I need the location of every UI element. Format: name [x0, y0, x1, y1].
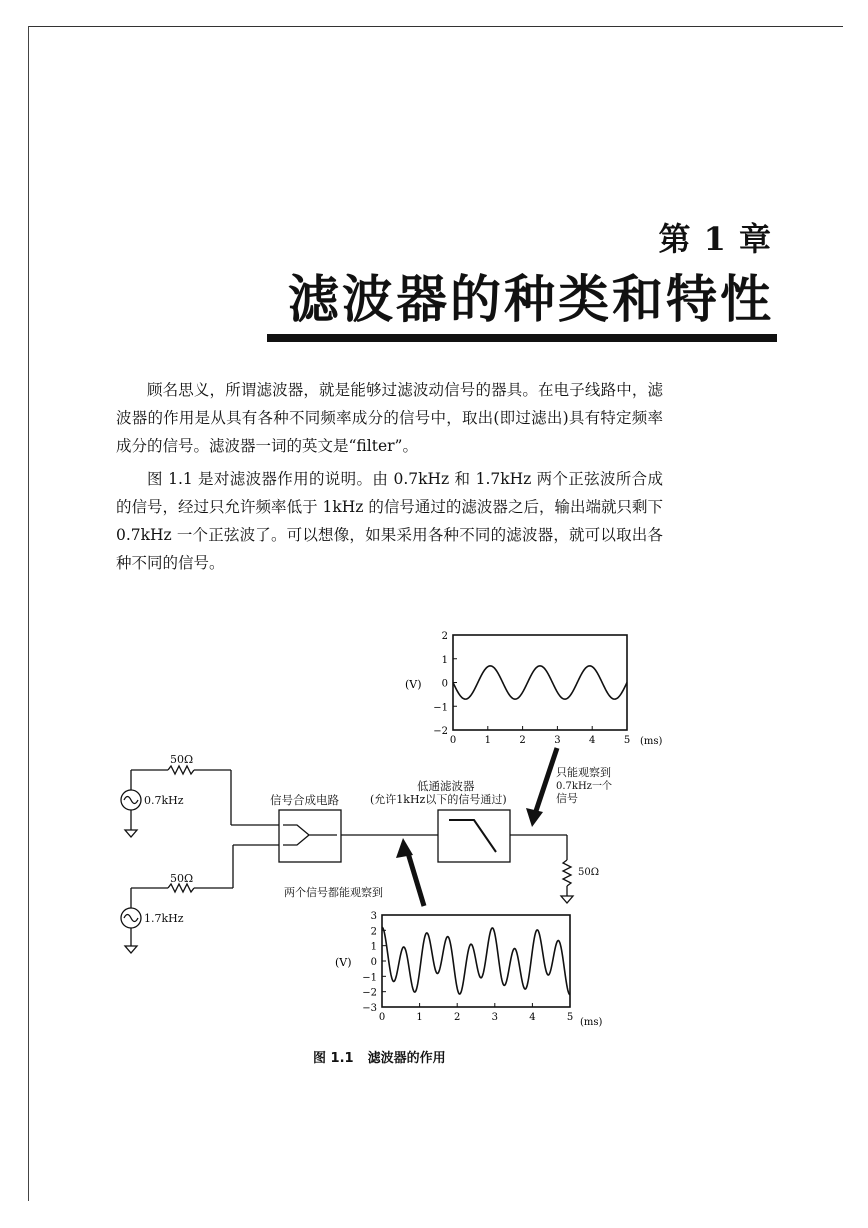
- paragraph-2: 图 1.1 是对滤波器作用的说明。由 0.7kHz 和 1.7kHz 两个正弦波所合成的信号，经过只允许频率低于 1kHz 的信号通过的滤波器之后，输出端就只剩下 0.7kHz 一个正弦波了。可以想像，如果采用各种不同的滤波器，就可以取出各种不同的信号。: [116, 470, 663, 572]
- source2-ground-icon: [125, 946, 137, 953]
- x-tick-label: 0: [378, 1012, 386, 1023]
- y-tick-label: 0: [370, 957, 377, 968]
- figure-caption-number: 图 1.1: [313, 1051, 354, 1066]
- figure-caption: [313, 1047, 446, 1066]
- source1-sine-glyph-icon: [124, 797, 138, 804]
- x-tick-label: 1: [416, 1012, 423, 1023]
- y-tick-label: 0: [441, 678, 448, 690]
- r2-label: 50Ω: [170, 872, 194, 885]
- source2-sine-glyph-icon: [124, 915, 138, 922]
- y-tick-label: 2: [441, 631, 448, 642]
- r1-label: 50Ω: [170, 753, 194, 766]
- combiner-box: [279, 810, 341, 862]
- output-chart-ylabel: (V): [405, 678, 422, 691]
- output-probe-arrow-head-icon: [526, 808, 543, 827]
- y-tick-label: −3: [362, 1003, 377, 1014]
- x-tick-label: 3: [554, 735, 561, 746]
- x-tick-label: 1: [484, 735, 491, 746]
- source2-label: 1.7kHz: [144, 912, 184, 925]
- x-tick-label: 3: [491, 1012, 498, 1023]
- output-chart-xunit: (ms): [640, 736, 663, 747]
- filter-label: 低通滤波器: [417, 779, 475, 793]
- y-tick-label: 2: [370, 926, 377, 938]
- y-tick-label: −2: [433, 726, 448, 737]
- load-ground-icon: [561, 896, 573, 903]
- x-tick-label: 2: [519, 735, 526, 746]
- input-observe-note: 两个信号都能观察到: [284, 886, 383, 899]
- input-probe-arrow-head-icon: [396, 838, 413, 858]
- lowpass-filter-box: [438, 810, 510, 862]
- x-tick-label: 0: [449, 735, 457, 746]
- output-note-line1: 只能观察到: [556, 766, 611, 779]
- y-tick-label: −2: [362, 987, 377, 999]
- figure-caption-text: 滤波器的作用: [367, 1051, 446, 1066]
- input-chart-xunit: (ms): [580, 1017, 603, 1028]
- output-probe-arrow-shaft: [536, 748, 557, 811]
- output-chart-series-line: [453, 666, 627, 699]
- load-label: 50Ω: [578, 867, 600, 878]
- output-chart: [405, 631, 663, 747]
- source1-ground-icon: [125, 830, 137, 837]
- x-tick-label: 4: [589, 735, 596, 746]
- output-chart-x-ticks: [450, 726, 630, 746]
- y-tick-label: −1: [362, 972, 377, 984]
- input-chart-series-line: [382, 927, 570, 994]
- x-tick-label: 5: [566, 1012, 574, 1023]
- x-tick-label: 2: [454, 1012, 461, 1023]
- chapter-number: 第 1 章: [658, 220, 772, 258]
- x-tick-label: 4: [529, 1012, 536, 1023]
- output-note-line3: 信号: [556, 792, 578, 805]
- r1-resistor-icon: [168, 766, 194, 774]
- filter-sublabel: (允许1kHz以下的信号通过): [370, 793, 507, 806]
- input-chart: [335, 911, 603, 1028]
- y-tick-label: 1: [370, 941, 377, 953]
- lowpass-response-icon: [449, 820, 496, 852]
- input-probe-arrow-shaft: [408, 853, 424, 906]
- x-tick-label: 5: [623, 735, 631, 746]
- paragraph-1: 顾名思义，所谓滤波器，就是能够过滤波动信号的器具。在电子线路中，滤波器的作用是从具有各种不同频率成分的信号中，取出(即过滤出)具有特定频率成分的信号。滤波器一词的英文是“filter”。: [116, 381, 663, 455]
- input-chart-x-ticks: [379, 1003, 573, 1023]
- output-chart-frame: [453, 635, 627, 730]
- combiner-merge-icon: [283, 825, 337, 845]
- source1-label: 0.7kHz: [144, 794, 184, 807]
- combiner-label: 信号合成电路: [270, 793, 339, 807]
- arrows: [396, 748, 557, 906]
- y-tick-label: −1: [433, 702, 448, 714]
- chapter-title: 滤波器的种类和特性: [287, 271, 774, 330]
- input-chart-ylabel: (V): [335, 956, 352, 969]
- r2-resistor-icon: [168, 884, 194, 892]
- output-note-line2: 0.7kHz一个: [556, 781, 612, 792]
- y-tick-label: 3: [370, 911, 377, 922]
- load-resistor-icon: [563, 860, 571, 886]
- y-tick-label: 1: [441, 654, 448, 666]
